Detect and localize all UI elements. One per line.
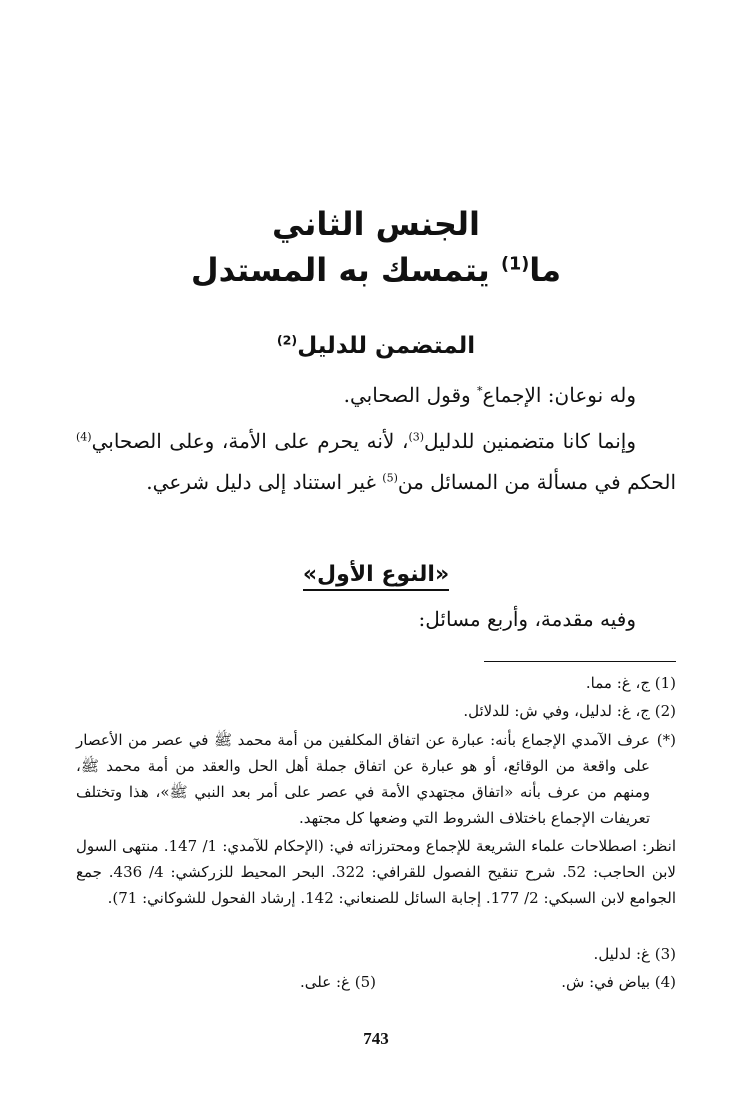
footnote-text: ج، غ: مما. (585, 674, 650, 692)
footnote-ref-5: (5) (382, 471, 398, 485)
footnote-sources-text: انظر: اصطلاحات علماء الشريعة للإجماع ومحترزاته في: (الإحكام للآمدي: 1/ 147. منتهى السول لابن الحاجب: 52. شرح تنقيح الفصول للقرافي: 322. البحر المحيط للزركشي: 4/ 436. جمع الجوامع لابن السبكي: 2/ 177. إجابة السائل للصنعاني: 142. إرشاد الفحول للشوكاني: 71). (76, 837, 676, 907)
footnote-text: عرف الآمدي الإجماع بأنه: عبارة عن اتفاق المكلفين من أمة محمد ﷺ في عصر من الأعصار على واقعة من الوقائع، أو هو عبارة عن اتفاق جملة أهل الحل والعقد من أمة محمد ﷺ، ومنهم من عرف بأنه «اتفاق مجتهدي الأمة في عصر على أمر بعد النبي ﷺ»، هذا وتختلف تعريفات الإجماع باختلاف الشروط التي وضعها كل مجتهد. (76, 731, 650, 827)
footnote-separator (484, 661, 676, 662)
paragraph-text: وله نوعان: الإجماع (482, 383, 636, 407)
page-number: 743 (363, 1029, 389, 1048)
footnote-sources (76, 833, 676, 911)
footnote-text: غ: على. (300, 973, 350, 991)
footnote-number: (*) (656, 731, 676, 749)
paragraph-explanation (76, 421, 676, 503)
section-title-text: المتضمن للدليل (297, 333, 476, 359)
paragraph-text: الحكم في مسألة من المسائل من (397, 470, 676, 494)
type-title (0, 562, 752, 587)
paragraph-text: وفيه مقدمة، وأربع مسائل: (418, 607, 636, 631)
paragraph-two-types (76, 375, 676, 416)
footnote-number: (5) (354, 973, 376, 991)
footnote-3 (76, 941, 676, 967)
footnote-ref-star: * (477, 384, 483, 398)
footnote-ref-4: (4) (76, 430, 92, 444)
footnote-4-5 (76, 969, 676, 995)
section-title (76, 333, 676, 359)
paragraph-text: وقول الصحابي. (343, 383, 478, 407)
footnote-number: (4) (654, 973, 676, 991)
chapter-subtitle-start: ما (529, 251, 562, 289)
footnote-ref-3: (3) (408, 430, 425, 444)
paragraph-contents (76, 599, 676, 640)
chapter-subtitle-end: يتمسك به المستدل (190, 251, 501, 289)
footnote-1 (76, 670, 676, 696)
type-title-text: «النوع الأول» (303, 562, 449, 591)
footnote-text: ج، غ: لدليل، وفي ش: للدلائل. (463, 702, 650, 720)
footnote-text: غ: لدليل. (593, 945, 650, 963)
footnote-ref-2: (2) (276, 332, 298, 348)
chapter-subtitle (76, 251, 676, 289)
paragraph-text: غير استناد إلى دليل شرعي. (146, 470, 383, 494)
chapter-title (76, 205, 676, 243)
footnote-2 (76, 698, 676, 724)
footnote-5 (300, 969, 376, 995)
paragraph-text: ، لأنه يحرم على الأمة، وعلى الصحابي (91, 429, 409, 453)
footnote-number: (2) (654, 702, 676, 720)
paragraph-text: وإنما كانا متضمنين للدليل (424, 429, 636, 453)
footnote-number: (1) (654, 674, 676, 692)
footnote-number: (3) (654, 945, 676, 963)
footnote-ref-1: (1) (500, 254, 530, 275)
footnote-4 (376, 969, 676, 995)
footnote-star (76, 727, 676, 831)
chapter-title-text: الجنس الثاني (272, 205, 480, 243)
footnote-text: بياض في: ش. (561, 973, 650, 991)
